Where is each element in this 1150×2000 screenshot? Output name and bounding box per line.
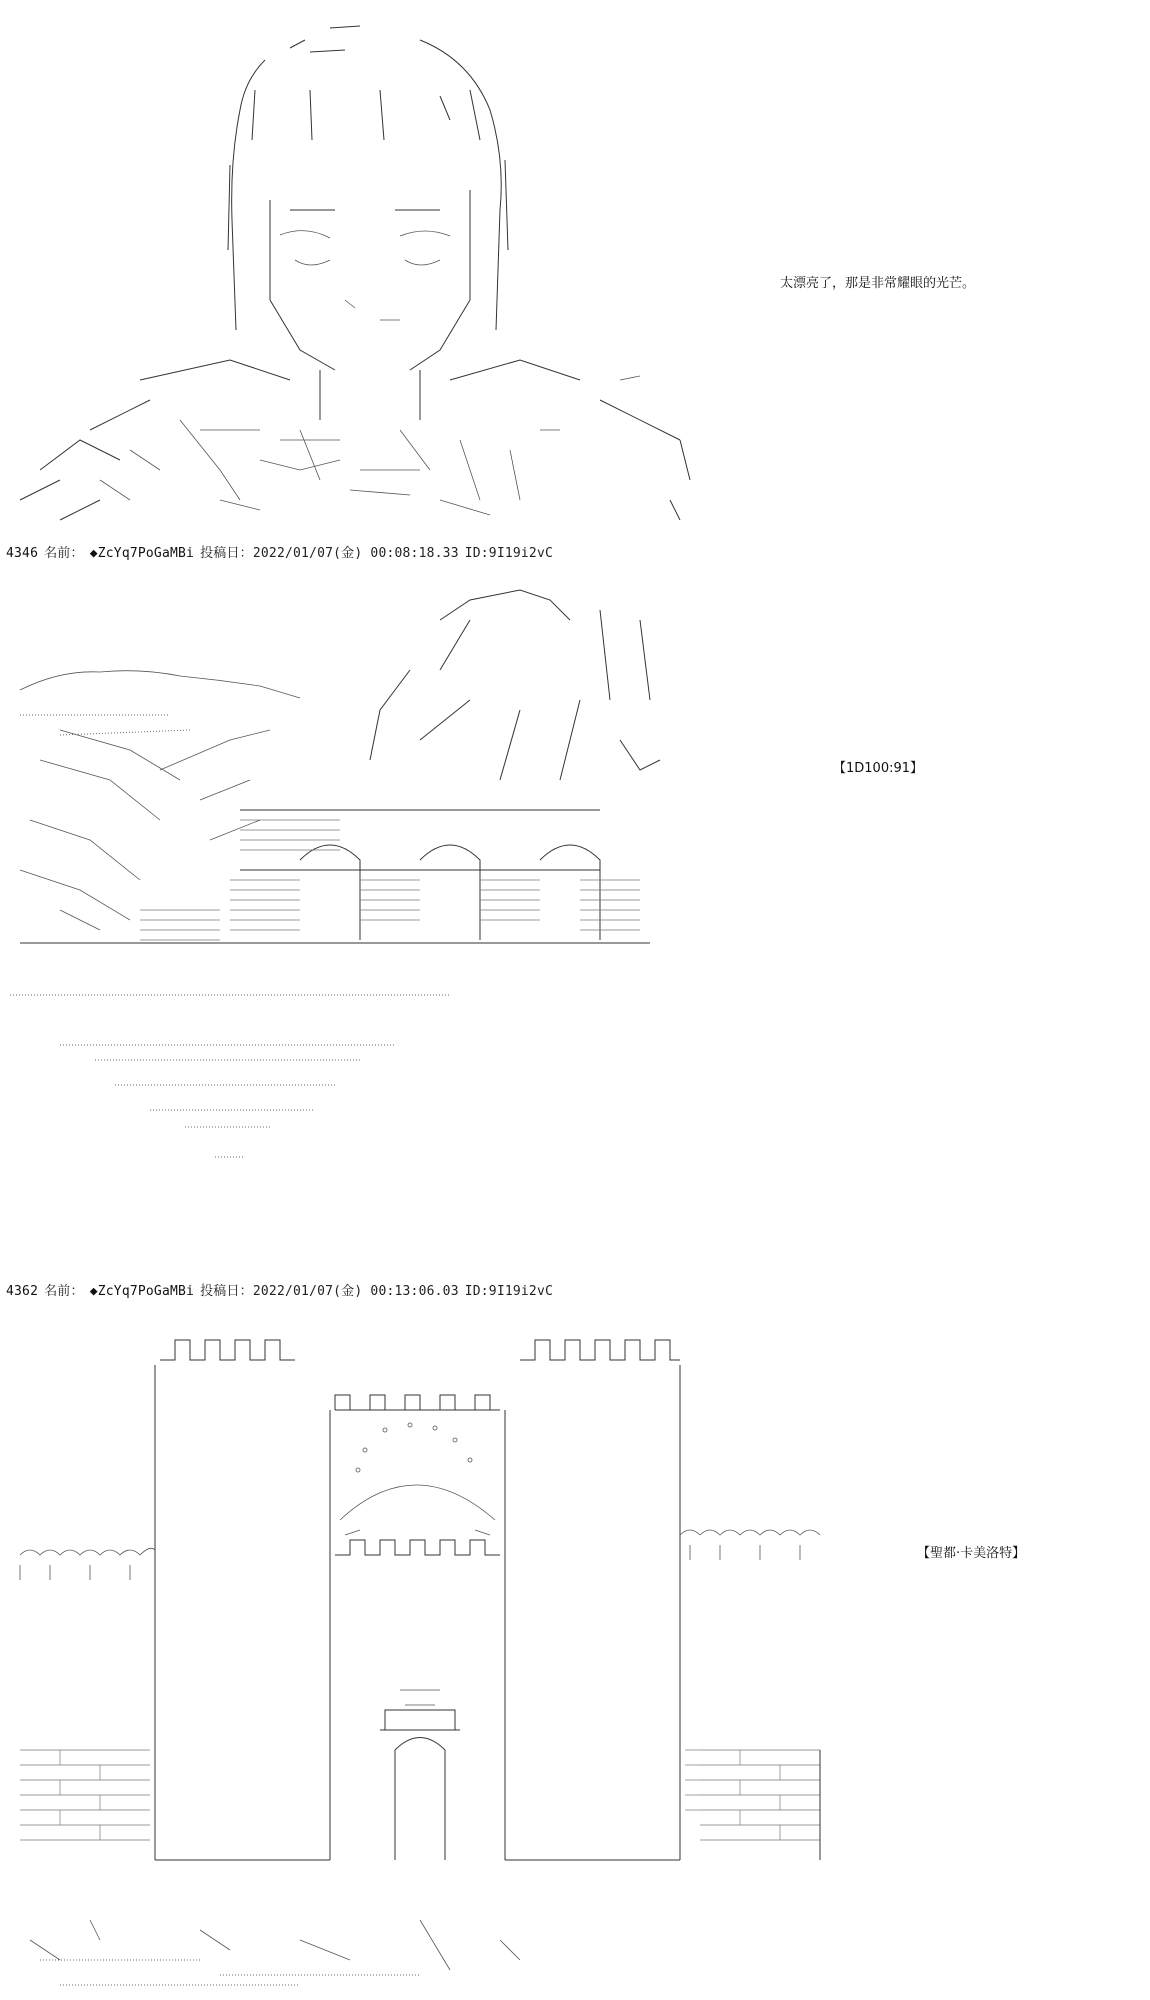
post-number[interactable]: 4362 [6,1284,39,1299]
post-date: 投稿日：2022/01/07(金) 00:13:06.03 [200,1284,459,1299]
post-caption: 太漂亮了，那是非常耀眼的光芒。 [780,276,976,291]
ascii-art-character-portrait [0,0,700,540]
name-label: 名前： [44,546,84,561]
ascii-art-castle-wall-right [700,1320,900,2000]
post-caption: 【1D100:91】 [833,761,924,776]
ascii-art-cityscape [0,580,700,1200]
ascii-art-castle-gate [0,1320,700,2000]
name-label: 名前： [44,1284,84,1299]
post-caption: 【聖都·卡美洛特】 [917,1546,1026,1561]
post-id[interactable]: ID:9I19i2vC [464,546,554,561]
post-id[interactable]: ID:9I19i2vC [464,1284,554,1299]
post-number[interactable]: 4346 [6,546,39,561]
post-trip: ◆ZcYq7PoGaMBi [89,546,195,561]
post-header [6,1280,559,1299]
post-header [6,542,559,561]
post-trip: ◆ZcYq7PoGaMBi [89,1284,195,1299]
post-date: 投稿日：2022/01/07(金) 00:08:18.33 [200,546,459,561]
